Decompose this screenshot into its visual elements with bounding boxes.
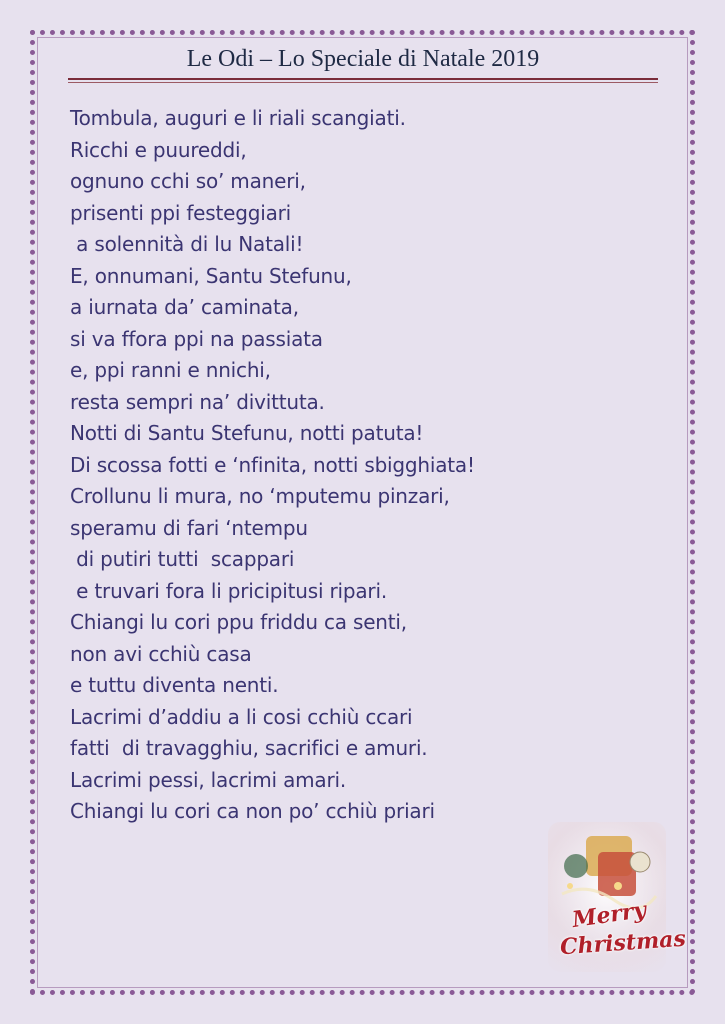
title-rule-thin	[68, 82, 658, 83]
poem-line: Lacrimi pessi, lacrimi amari.	[70, 767, 346, 792]
poem-line: a iurnata da’ caminata,	[70, 295, 299, 319]
poem-line: resta sempri na’ divittuta.	[70, 389, 325, 414]
poem-line: Tombula, auguri e li riali scangiati.	[70, 106, 406, 130]
poem-line: e truvari fora li pricipitusi ripari.	[70, 578, 387, 603]
poem-line: di putiri tutti scappari	[70, 547, 295, 571]
poem-text	[70, 103, 630, 828]
poem-line: E, onnumani, Santu Stefunu,	[70, 263, 352, 288]
page-title: Le Odi – Lo Speciale di Natale 2019	[186, 46, 540, 72]
poem-line: Lacrimi d’addiu a li cosi cchiù ccari	[70, 704, 413, 729]
poem-line: Chiangi lu cori ppu friddu ca senti,	[70, 610, 407, 634]
merry-christmas-image	[548, 822, 687, 972]
poem-line: Di scossa fotti e ‘nfinita, notti sbigghiata!	[70, 452, 475, 477]
poem-line: Notti di Santu Stefunu, notti patuta!	[70, 421, 424, 445]
poem-line: a solennità di lu Natali!	[70, 232, 304, 256]
poem-line: Chiangi lu cori ca non po’ cchiù priari	[70, 799, 435, 823]
poem-line: Crollunu li mura, no ‘mputemu pinzari,	[70, 484, 450, 508]
merry-label: Merry	[570, 896, 648, 934]
title-rule	[68, 78, 658, 80]
poem-line: si va ffora ppi na passiata	[70, 326, 323, 351]
poem-line: speramu di fari ‘ntempu	[70, 515, 308, 540]
poem-line: ognuno cchi so’ maneri,	[70, 169, 306, 193]
poem-line: non avi cchiù casa	[70, 641, 252, 666]
poem-line: fatti di travagghiu, sacrifici e amuri.	[70, 736, 428, 760]
poem-line: e tuttu diventa nenti.	[70, 673, 279, 697]
poem-line: e, ppi ranni e nnichi,	[70, 358, 271, 382]
poem-line: prisenti ppi festeggiari	[70, 200, 292, 225]
christmas-label: Christmas	[559, 925, 687, 961]
poem-line: Ricchi e puureddi,	[70, 137, 247, 162]
